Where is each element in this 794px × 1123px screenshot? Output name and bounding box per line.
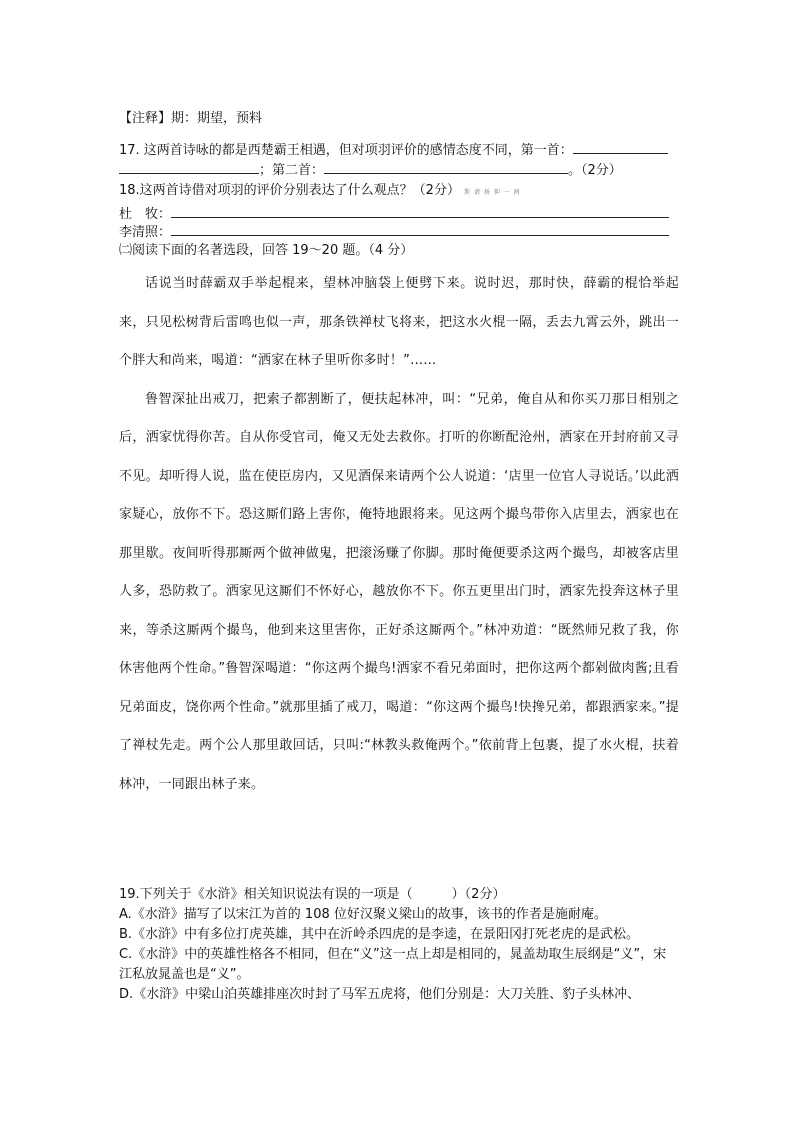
question-17-continued <box>119 160 622 180</box>
annotation-note: 【注释】期：期望，预料 <box>119 111 263 126</box>
answer-line-li-qingzhao <box>119 222 669 242</box>
option-c[interactable]: C.《水浒》中的英雄性格各不相同，但在“义”这一点上却是相同的，晁盖劫取生辰纲是“义”，宋江私放晁盖也是“义”。 <box>119 947 667 982</box>
question-17-score: 。（2分） <box>568 163 622 178</box>
answer-blank-first-poem[interactable] <box>573 140 668 154</box>
du-mu-answer-blank[interactable] <box>171 204 669 218</box>
excerpt-paragraph-1: 话说当时薛霸双手举起棍来，望林冲脑袋上便劈下来。说时迟，那时快，薛霸的棍恰举起来，只见松树背后雷鸣也似一声，那条铁禅杖飞将来，把这水火棍一隔，丢去九霄云外，跳出一个胖大和尚来，喝道：“洒家在林子里听你多时！”…… <box>119 276 679 368</box>
question-19 <box>119 885 679 1005</box>
answer-line-du-mu <box>119 204 669 224</box>
du-mu-label: 杜 牧： <box>119 207 172 222</box>
answer-blank-first-poem-cont[interactable] <box>119 160 259 174</box>
question-18-text: 18.这两首诗借对项羽的评价分别表达了什么观点？（2分） <box>119 183 460 198</box>
li-qingzhao-label: 李清照： <box>119 225 172 240</box>
question-17-text: 17. 这两首诗咏的都是西楚霸王相遇，但对项羽评价的感情态度不同，第一首： <box>119 143 573 158</box>
li-qingzhao-answer-blank[interactable] <box>171 222 669 236</box>
option-d[interactable]: D.《水浒》中梁山泊英雄排座次时封了马军五虎将，他们分别是：大刀关胜、豹子头林冲、 <box>119 987 641 1002</box>
question-17 <box>119 140 668 160</box>
faint-annotation: 斯 请 扬 抑 一 两 <box>464 189 521 196</box>
question-18 <box>119 182 521 202</box>
option-b[interactable]: B.《水浒》中有多位打虎英雄，其中在沂岭杀四虎的是李逵，在景阳冈打死老虎的是武松。 <box>119 927 640 942</box>
excerpt-paragraph-2: 鲁智深扯出戒刀，把索子都割断了，便扶起林冲，叫：“兄弟，俺自从和你买刀那日相别之后，洒家忧得你苦。自从你受官司，俺又无处去救你。打听的你断配沧州，洒家在开封府前又寻不见。却听得人说，监在使臣房内，又见酒保来请两个公人说道：‘店里一位官人寻说话。’以此洒家疑心，放你不下。恐这厮们路上害你，俺特地跟将来。见这两个撮鸟带你入店里去，洒家也在那里歇。夜间听得那厮两个做神做鬼，把滚汤赚了你脚。那时俺便要杀这两个撮鸟，却被客店里人多，恐防救了。洒家见这厮们不怀好心，越放你不下。你五更里出门时，洒家先投奔这林子里来，等杀这厮两个撮鸟，他到来这里害你，正好杀这厮两个。”林冲劝道：“既然师兄救了我，你休害他两个性命。”鲁智深喝道：“你这两个撮鸟!洒家不看兄弟面时，把你这两个都剁做肉酱;且看兄弟面皮，饶你两个性命。”就那里插了戒刀，喝道：“你这两个撮鸟!快搀兄弟，都跟洒家来。”提了禅杖先走。两个公人那里敢回话，只叫:“林教头救俺两个。”依前背上包裹，提了水火棍，扶着林冲，一同跟出林子来。 <box>119 391 679 792</box>
novel-excerpt <box>119 265 679 804</box>
section-heading: ㈡阅读下面的名著选段，回答 19～20 题。（4 分） <box>119 243 414 258</box>
answer-blank-second-poem[interactable] <box>324 160 568 174</box>
option-a[interactable]: A.《水浒》描写了以宋江为首的 108 位好汉聚义梁山的故事，该书的作者是施耐庵。 <box>119 907 607 922</box>
question-19-stem: 19.下列关于《水浒》相关知识说法有误的一项是（ ）（2分） <box>119 887 506 902</box>
question-17-second-label: ；第二首： <box>259 163 325 178</box>
